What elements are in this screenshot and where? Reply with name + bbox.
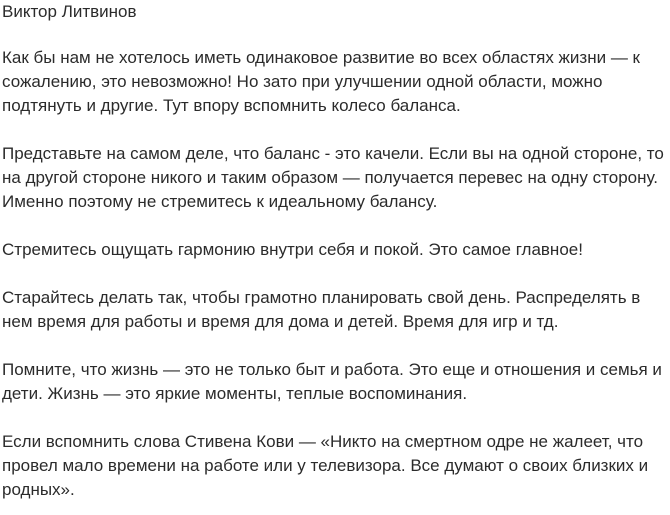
text-line: нем время для работы и время для дома и детей. Время для игр и тд.	[2, 312, 559, 331]
paragraph-4	[2, 286, 670, 334]
text-line: Стремитесь ощущать гармонию внутри себя и покой. Это самое главное!	[2, 240, 583, 259]
text-line: подтянуть и другие. Тут впору вспомнить колесо баланса.	[2, 96, 461, 115]
paragraph-1	[2, 46, 670, 118]
author-name: Виктор Литвинов	[2, 2, 137, 21]
text-line: на другой стороне никого и таким образом — получается перевес на одну сторону.	[2, 168, 659, 187]
text-line: дети. Жизнь — это яркие моменты, теплые воспоминания.	[2, 384, 468, 403]
article	[2, 0, 670, 502]
paragraph-2	[2, 142, 670, 214]
text-line: сожалению, это невозможно! Но зато при улучшении одной области, можно	[2, 72, 603, 91]
text-line: Если вспомнить слова Стивена Кови — «Никто на смертном одре не жалеет, что	[2, 432, 644, 451]
paragraph-6	[2, 430, 670, 502]
paragraph-5	[2, 358, 670, 406]
text-line: Как бы нам не хотелось иметь одинаковое развитие во всех областях жизни — к	[2, 48, 640, 67]
text-line: Помните, что жизнь — это не только быт и работа. Это еще и отношения и семья и	[2, 360, 662, 379]
text-line: Именно поэтому не стремитесь к идеальному балансу.	[2, 192, 438, 211]
text-line: провел мало времени на работе или у телевизора. Все думают о своих близких и	[2, 456, 649, 475]
text-line: Старайтесь делать так, чтобы грамотно планировать свой день. Распределять в	[2, 288, 641, 307]
text-line: родных».	[2, 480, 75, 499]
text-line: Представьте на самом деле, что баланс - это качели. Если вы на одной стороне, то	[2, 144, 664, 163]
paragraph-3	[2, 238, 670, 262]
